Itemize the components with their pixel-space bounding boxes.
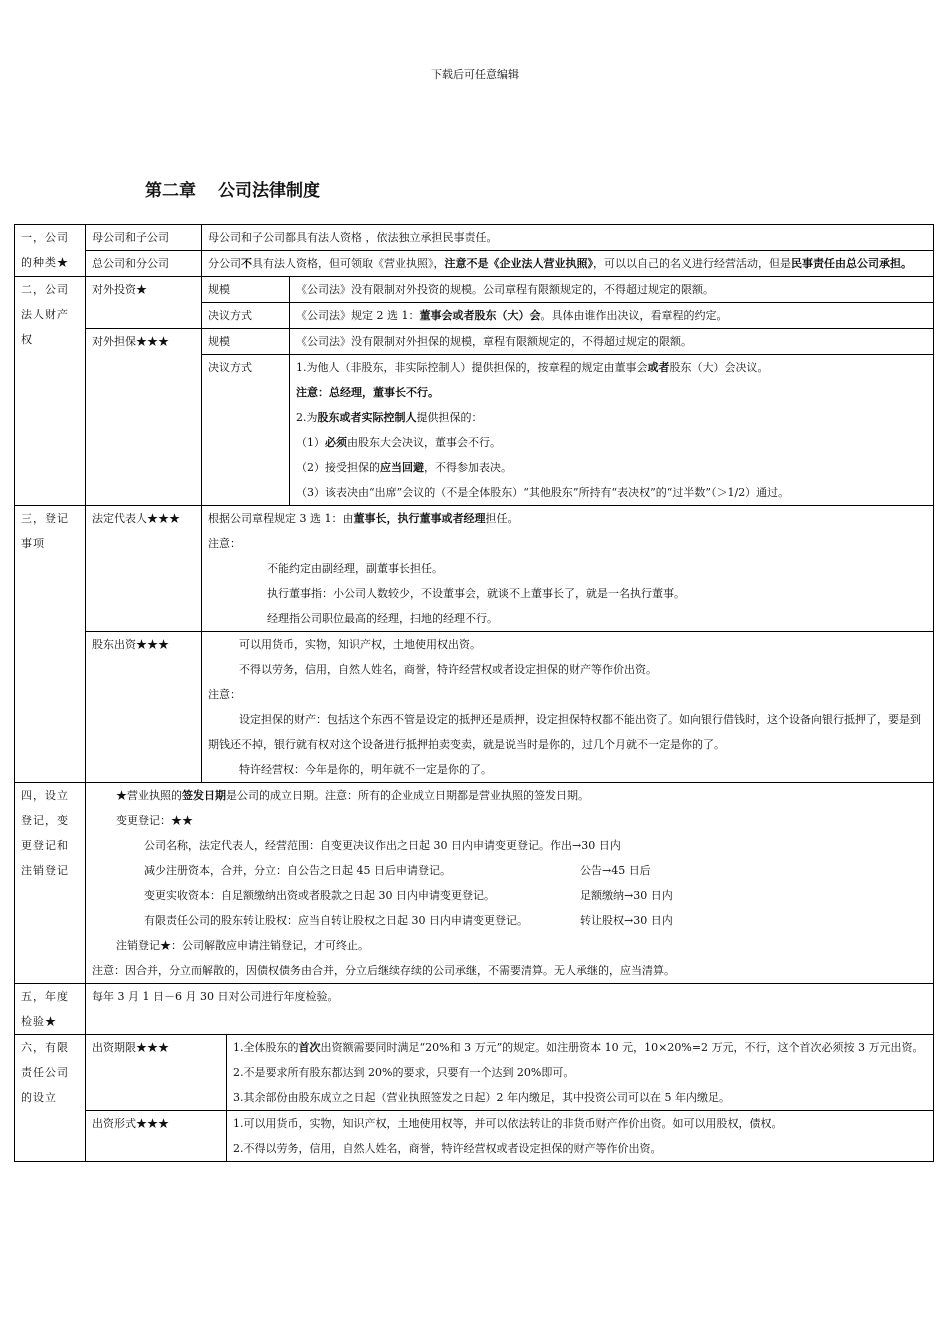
invest-vote-label: 决议方式 <box>202 303 290 329</box>
section-3-row-1 <box>15 506 934 632</box>
section-1-text-parent: 母公司和子公司都具有法人资格 ，依法独立承担民事责任。 <box>202 225 934 251</box>
section-4-category: 四，设立登记，变更登记和注销登记 <box>15 783 86 984</box>
section-1-label-branch: 总公司和分公司 <box>86 251 202 277</box>
section-6-row-2 <box>15 1111 934 1162</box>
section-6-label-term: 出资期限★★★ <box>86 1035 227 1111</box>
section-2-row-3 <box>15 329 934 355</box>
section-2-category: 二，公司法人财产权 <box>15 277 86 506</box>
section-1-text-branch: 分公司不具有法人资格，但可领取《营业执照》，注意不是《企业法人营业执照》，可以以自己的名义进行经营活动，但是民事责任由总公司承担。 <box>202 251 934 277</box>
section-1-category: 一，公司的种类★ <box>15 225 86 277</box>
section-6-label-form: 出资形式★★★ <box>86 1111 227 1162</box>
section-6-row-1 <box>15 1035 934 1111</box>
section-6-category: 六，有限责任公司的设立 <box>15 1035 86 1162</box>
section-2-label-invest: 对外投资★ <box>86 277 202 329</box>
section-3-category: 三，登记事项 <box>15 506 86 783</box>
section-3-label-capital: 股东出资★★★ <box>86 632 202 783</box>
guarantee-scale-label: 规模 <box>202 329 290 355</box>
page-header: 下载后可任意编辑 <box>431 68 519 81</box>
section-4-row <box>15 783 934 984</box>
section-3-label-rep: 法定代表人★★★ <box>86 506 202 632</box>
invest-scale-label: 规模 <box>202 277 290 303</box>
section-5-row <box>15 984 934 1035</box>
section-5-text: 每年 3 月 1 日－6 月 30 日对公司进行年度检验。 <box>86 984 934 1035</box>
guarantee-vote-text: 1.为他人（非股东，非实际控制人）提供担保的，按章程的规定由董事会或者股东（大）会决议。 注意：总经理，董事长不行。 2.为股东或者实际控制人提供担保的： （1）必须由股东大会决议，董事会不行。 （2）接受担保的应当回避，不得参加表决。 （3）该表决由“出席”会议的（不是全体股东）“其他股东”所持有“表决权”的“过半数”（＞1/2）通过。 <box>290 355 934 506</box>
section-3-row-2 <box>15 632 934 783</box>
section-2-row-1 <box>15 277 934 303</box>
chapter-number: 第二章 <box>145 181 196 201</box>
section-1-label-parent: 母公司和子公司 <box>86 225 202 251</box>
section-2-label-guarantee: 对外担保★★★ <box>86 329 202 506</box>
section-6-text-form: 1.可以用货币，实物，知识产权，土地使用权等，并可以依法转让的非货币财产作价出资。如可以用股权，债权。 2.不得以劳务，信用，自然人姓名，商誉，特许经营权或者设定担保的财产等作价出资。 <box>227 1111 934 1162</box>
chapter-name: 公司法律制度 <box>218 181 320 201</box>
invest-vote-text: 《公司法》规定 2 选 1：董事会或者股东（大）会。具体由谁作出决议，看章程的约定。 <box>290 303 934 329</box>
section-4-text: ★营业执照的签发日期是公司的成立日期。注意：所有的企业成立日期都是营业执照的签发日期。 变更登记：★★ 公司名称，法定代表人，经营范围：自变更决议作出之日起 30 日内申请变更登记。作出→30 日内 减少注册资本，合并，分立：自公告之日起 45 日后申请登记。 公告→45 日后 变更实收资本：自足额缴纳出资或者股款之日起 30 日内申请变更登记。 足额缴纳→30 日内 有限责任公司的股东转让股权：应当自转让股权之日起 30 日内申请变更登记。 转让股权→30 日内 注销登记★：公司解散应申请注销登记，才可终止。 注意：因合并，分立而解散的，因债权债务由合并，分立后继续存续的公司承继，不需要清算。无人承继的，应当清算。 <box>86 783 934 984</box>
section-3-text-rep: 根据公司章程规定 3 选 1：由董事长，执行董事或者经理担任。 注意： 不能约定由副经理，副董事长担任。 执行董事指：小公司人数较少，不设董事会，就谈不上董事长了，就是一名执行董事。 经理指公司职位最高的经理，扫地的经理不行。 <box>202 506 934 632</box>
section-6-text-term: 1.全体股东的首次出资额需要同时满足“20%和 3 万元”的规定。如注册资本 10 元，10×20%=2 万元，不行，这个首次必须按 3 万元出资。 2.不是要求所有股东都达到 20%的要求，只要有一个达到 20%即可。 3.其余部份由股东成立之日起（营业执照签发之日起）2 年内缴足，其中投资公司可以在 5 年内缴足。 <box>227 1035 934 1111</box>
section-3-text-capital: 可以用货币，实物，知识产权，土地使用权出资。 不得以劳务，信用，自然人姓名，商誉，特许经营权或者设定担保的财产等作价出资。 注意： 设定担保的财产：包括这个东西不管是设定的抵押还是质押，设定担保特权都不能出资了。如向银行借钱时，这个设备向银行抵押了，要是到期钱还不掉，银行就有权对这个设备进行抵押拍卖变卖，就是说当时是你的，过几个月就不一定是你的了。 特许经营权：今年是你的，明年就不一定是你的了。 <box>202 632 934 783</box>
law-table <box>14 224 934 1162</box>
page-title <box>145 176 342 201</box>
guarantee-vote-label: 决议方式 <box>202 355 290 506</box>
section-1-row-2 <box>15 251 934 277</box>
guarantee-scale-text: 《公司法》没有限制对外担保的规模，章程有限额规定的，不得超过规定的限额。 <box>290 329 934 355</box>
invest-scale-text: 《公司法》没有限制对外投资的规模。公司章程有限额规定的，不得超过规定的限额。 <box>290 277 934 303</box>
section-1-row-1 <box>15 225 934 251</box>
section-5-category: 五，年度检验★ <box>15 984 86 1035</box>
